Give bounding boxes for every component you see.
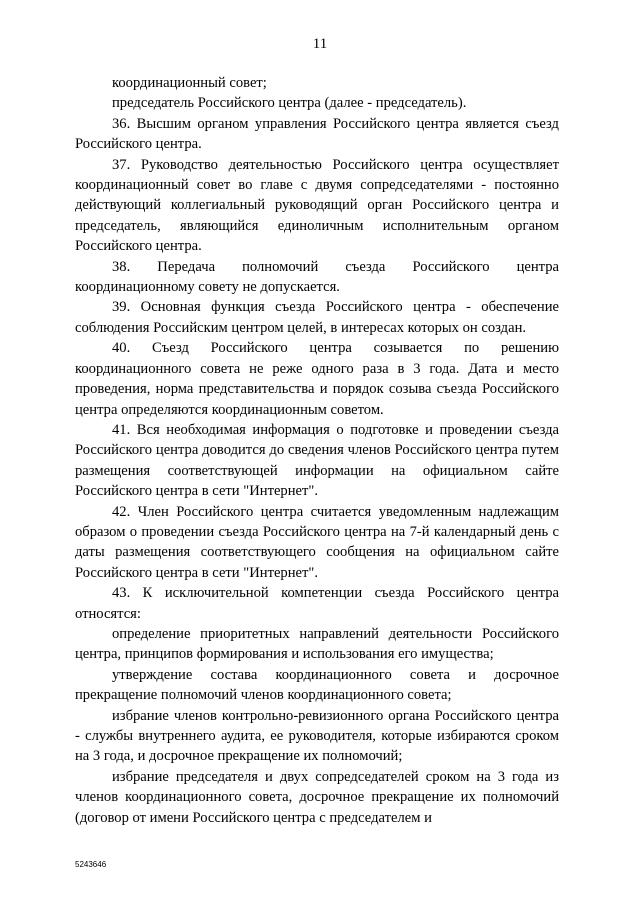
document-code: 5243646 (75, 860, 107, 869)
paragraph-38: 38. Передача полномочий съезда Российского центра координационному совету не допускается. (75, 258, 559, 296)
paragraph-41: 41. Вся необходимая информация о подготовке и проведении съезда Российского центра доводится до сведения членов Российского центра путем размещения соответствующей информации на официальном сайте Российского центра в сети "Интернет". (75, 421, 559, 500)
paragraph-chairman-item: председатель Российского центра (далее - председатель). (112, 95, 467, 112)
list-item-council-approval: утверждение состава координационного совета и досрочное прекращение полномочий членов координационного совета; (75, 666, 559, 704)
list-item-chairman-election: избрание председателя и двух сопредседателей сроком на 3 года из членов координационного совета, досрочное прекращение их полномочий (договор от имени Российского центра с председателем и (75, 768, 559, 826)
paragraph-42: 42. Член Российского центра считается уведомленным надлежащим образом о проведении съезда Российского центра на 7-й календарный день с даты размещения соответствующего сообщения на официальном сайте Российского центра в сети "Интернет". (75, 503, 559, 581)
paragraph-40: 40. Съезд Российского центра созывается по решению координационного совета не реже одного раза в 3 года. Дата и место проведения, норма представительства и порядок созыва съезда Российского центра определяются координационным советом. (75, 340, 559, 418)
paragraph-coordination-council-item: координационный совет; (112, 75, 267, 91)
paragraph-37: 37. Руководство деятельностью Российского центра осуществляет координационный совет во главе с двумя сопредседателями - постоянно действующий коллегиальный руководящий орган Российского центра и председатель, являющийся единоличным исполнительным органом Российского центра. (75, 156, 559, 255)
paragraph-39: 39. Основная функция съезда Российского центра - обеспечение соблюдения Российским центром целей, в интересах которых он создан. (75, 299, 559, 336)
page-number: 11 (312, 36, 328, 52)
document-body (75, 73, 559, 828)
paragraph-36: 36. Высшим органом управления Российского центра является съезд Российского центра. (75, 115, 559, 153)
list-item-audit-election: избрание членов контрольно-ревизионного органа Российского центра - службы внутреннего аудита, ее руководителя, которые избираются сроком на 3 года, и досрочное прекращение их полномочий; (75, 707, 559, 765)
paragraph-43: 43. К исключительной компетенции съезда Российского центра относятся: (75, 585, 559, 622)
list-item-priorities: определение приоритетных направлений деятельности Российского центра, принципов формирования и использования его имущества; (75, 625, 559, 663)
